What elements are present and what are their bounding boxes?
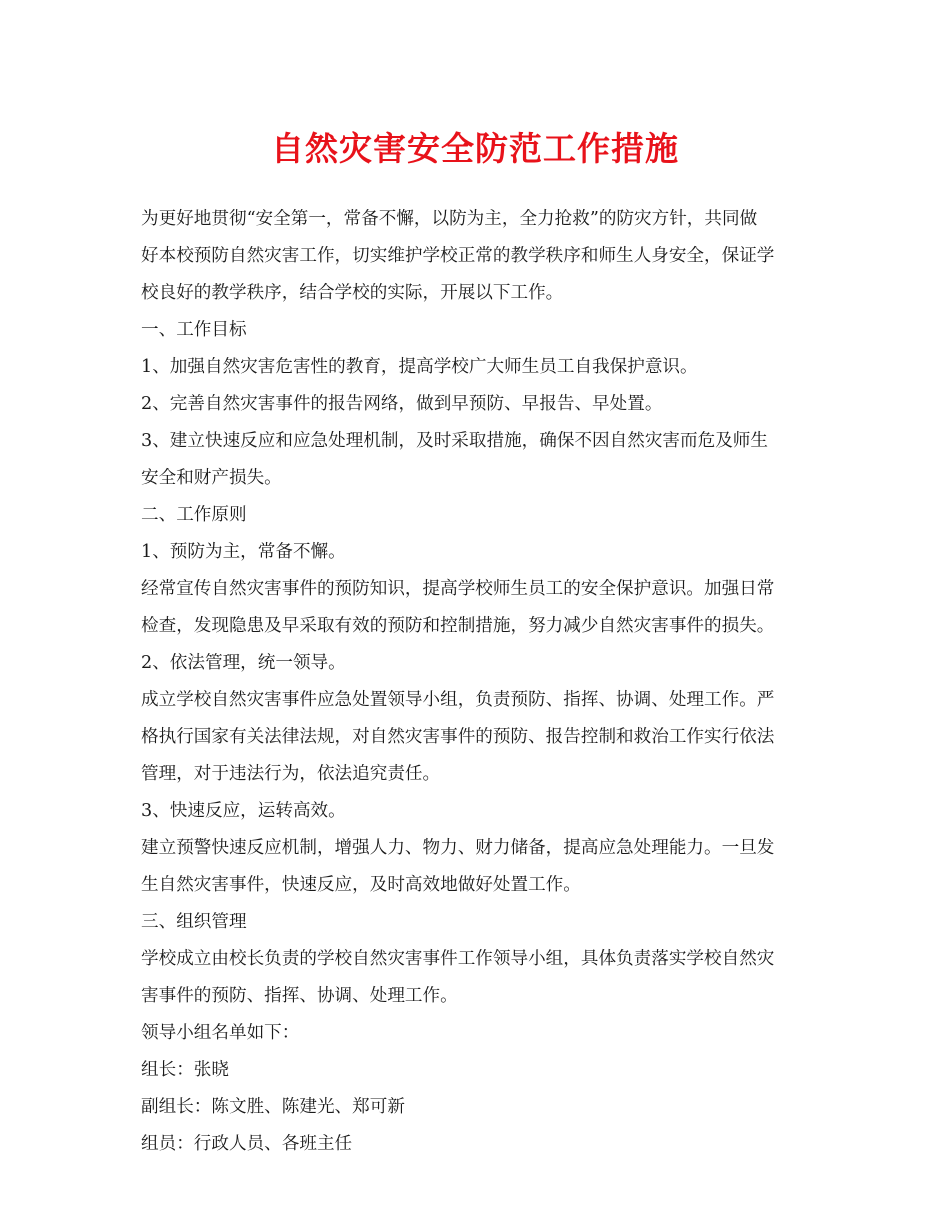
body-line: 建立预警快速反应机制，增强人力、物力、财力储备，提高应急处理能力。一旦发 [141,838,775,858]
section-heading: 二、工作原则 [141,505,247,525]
body-line: 3、建立快速反应和应急处理机制，及时采取措施，确保不因自然灾害而危及师生 [141,431,768,451]
body-line: 组员：行政人员、各班主任 [141,1134,353,1154]
body-line: 领导小组名单如下： [141,1023,300,1043]
body-line: 学校成立由校长负责的学校自然灾害事件工作领导小组，具体负责落实学校自然灾 [141,949,775,969]
body-line: 安全和财产损失。 [141,468,282,488]
body-line: 2、依法管理，统一领导。 [141,653,346,673]
body-line: 副组长：陈文胜、陈建光、郑可新 [141,1097,405,1117]
body-line: 管理，对于违法行为，依法追究责任。 [141,764,441,784]
document-title: 自然灾害安全防范工作措施 [271,129,679,168]
body-line: 1、预防为主，常备不懈。 [141,542,346,562]
body-line: 为更好地贯彻“安全第一，常备不懈，以防为主，全力抢救”的防灾方针，共同做 [141,209,758,229]
body-line: 校良好的教学秩序，结合学校的实际，开展以下工作。 [141,283,564,303]
body-line: 害事件的预防、指挥、协调、处理工作。 [141,986,458,1006]
body-line: 2、完善自然灾害事件的报告网络，做到早预防、早报告、早处置。 [141,394,663,414]
body-line: 经常宣传自然灾害事件的预防知识，提高学校师生员工的安全保护意识。加强日常 [141,579,775,599]
section-heading: 一、工作目标 [141,320,247,340]
body-line: 好本校预防自然灾害工作，切实维护学校正常的教学秩序和师生人身安全，保证学 [141,246,775,266]
body-line: 生自然灾害事件，快速反应，及时高效地做好处置工作。 [141,875,581,895]
body-line: 组长：张晓 [141,1060,229,1080]
body-line: 格执行国家有关法律法规，对自然灾害事件的预防、报告控制和救治工作实行依法 [141,727,775,747]
body-line: 3、快速反应，运转高效。 [141,801,346,821]
body-line: 成立学校自然灾害事件应急处置领导小组，负责预防、指挥、协调、处理工作。严 [141,690,775,710]
body-line: 检查，发现隐患及早采取有效的预防和控制措施，努力减少自然灾害事件的损失。 [141,616,775,636]
section-heading: 三、组织管理 [141,912,247,932]
body-line: 1、加强自然灾害危害性的教育，提高学校广大师生员工自我保护意识。 [141,357,698,377]
document-body [141,201,813,1163]
